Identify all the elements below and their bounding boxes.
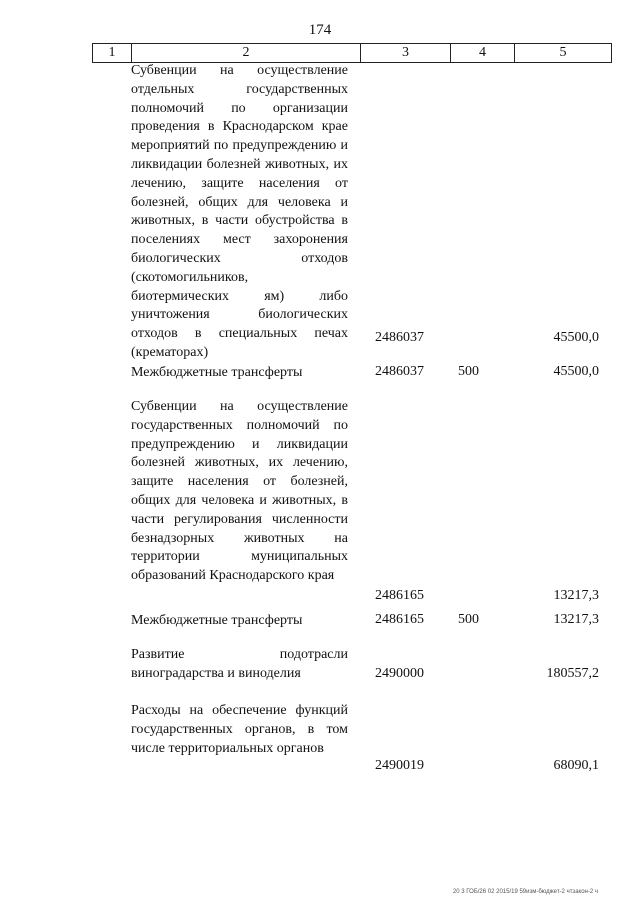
row-amount: 45500,0 bbox=[553, 364, 599, 379]
row-type: 500 bbox=[458, 364, 479, 379]
row-code: 2486037 bbox=[375, 364, 424, 379]
row-code: 2490000 bbox=[375, 666, 424, 681]
row-amount: 13217,3 bbox=[553, 588, 599, 603]
row-amount: 180557,2 bbox=[546, 666, 599, 681]
table-header bbox=[92, 43, 612, 63]
row-name: Субвенции на осуществление отдельных государственных полномочий по организации проведения в Краснодарском крае мероприятий по предупреждению и ликвидации болезней животных, их лечению, защите населения от болезней, общих для человека и животных, в части обустройства в поселениях мест захоронения биологических отходов (скотомогильников, биотермических ям) либо уничтожения биологических отходов в специальных печах (крематорах) bbox=[131, 63, 348, 360]
page-number: 174 bbox=[308, 22, 332, 38]
row-amount: 45500,0 bbox=[553, 330, 599, 345]
row-name: Расходы на обеспечение функций государственных органов, в том числе территориальных органов bbox=[131, 703, 348, 756]
row-code: 2486165 bbox=[375, 612, 424, 627]
header-col-4: 4 bbox=[451, 44, 515, 62]
row-name: Межбюджетные трансферты bbox=[131, 365, 303, 380]
row-name: Межбюджетные трансферты bbox=[131, 613, 303, 628]
row-amount: 68090,1 bbox=[553, 758, 599, 773]
row-code: 2486037 bbox=[375, 330, 424, 345]
header-col-1: 1 bbox=[93, 44, 132, 62]
row-amount: 13217,3 bbox=[553, 612, 599, 627]
header-col-5: 5 bbox=[559, 45, 567, 60]
row-type: 500 bbox=[458, 612, 479, 627]
header-col-3: 3 bbox=[361, 44, 451, 62]
row-code: 2486165 bbox=[375, 588, 424, 603]
footer-file-reference: 20 3 ГОБ/26 02 2015/19 59изм-бюджет-2 чтзакон-2 ч bbox=[452, 889, 598, 895]
row-name: Субвенции на осуществление государственных полномочий по предупреждению и ликвидации болезней животных, их лечению, защите населения от болезней, общих для человека и животных, в части регулирования численности безнадзорных животных на территории муниципальных образований Краснодарского края bbox=[131, 399, 348, 584]
row-code: 2490019 bbox=[375, 758, 424, 773]
row-name: Развитие подотрасли виноградарства и виноделия bbox=[131, 647, 348, 681]
header-col-2: 2 bbox=[132, 44, 361, 62]
